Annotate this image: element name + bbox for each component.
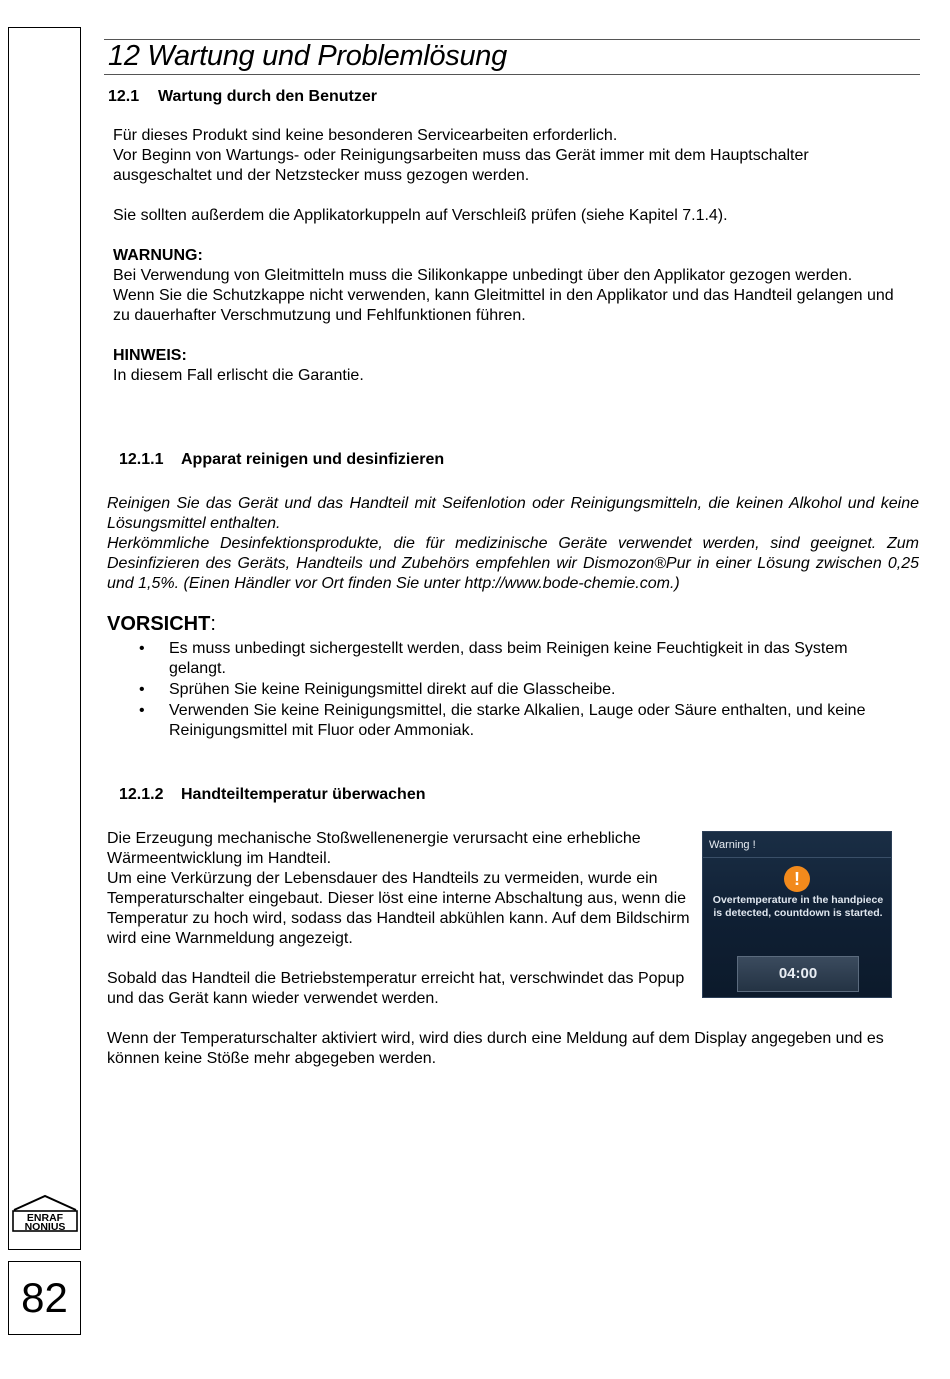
countdown-display: 04:00 [737,956,859,992]
section-heading-12-1 [108,88,377,106]
paragraph: Reinigen Sie das Gerät und das Handteil mit Seifenlotion oder Reinigungsmitteln, die keinen Alkohol und keine Lösungsmittel enthalten. [107,495,919,532]
warning-title: Warning ! [709,839,756,851]
title-rule [104,74,920,75]
paragraph: Sobald das Handteil die Betriebstemperatur erreicht hat, verschwindet das Popup und das Gerät kann wieder verwendet werden. [107,970,685,1007]
temperature-switch-text [107,1029,907,1069]
list-item: • Sprühen Sie keine Reinigungsmittel direkt auf die Glasscheibe. [139,681,616,698]
paragraph: Wenn der Temperaturschalter aktiviert wird, wird dies durch eine Meldung auf dem Display angegeben und es können keine Stöße mehr abgegeben werden. [107,1030,884,1067]
section-number: 12.1 [108,88,140,105]
section-title: Handteiltemperatur überwachen [181,786,426,803]
bullet-icon: • [139,681,145,698]
caution-heading: VORSICHT: [107,613,216,635]
note-label: HINWEIS: [113,347,187,364]
warning-label: WARNUNG: [113,247,203,264]
warning-text: Wenn Sie die Schutzkappe nicht verwenden, kann Gleitmittel in den Applikator und das Handteil gelangen und zu dauerhafter Verschmutzung und Fehlfunktionen führen. [113,287,894,324]
section-12-1-body [113,126,903,386]
paragraph: Sie sollten außerdem die Applikatorkuppeln auf Verschleiß prüfen (siehe Kapitel 7.1.4). [113,207,728,224]
paragraph: Vor Beginn von Wartungs- oder Reinigungsarbeiten muss das Gerät immer mit dem Hauptschalter ausgeschaltet und der Netzstecker muss gezogen werden. [113,147,809,184]
section-number: 12.1.1 [119,451,164,468]
warning-message: Overtemperature in the handpiece is detected, countdown is started. [712,894,884,919]
paragraph: Für dieses Produkt sind keine besonderen Servicearbeiten erforderlich. [113,127,618,144]
paragraph: Herkömmliche Desinfektionsprodukte, die für medizinische Geräte verwendet werden, sind geeignet. Zum Desinfizieren des Geräts, Handteils und Zubehörs empfehlen wir Dismozon®Pur in einer Lösung zwischen 0,25 und 1,5%. (Einen Händler vor Ort finden Sie unter http://www.bode-chemie.com.) [107,535,919,592]
chapter-title: 12 Wartung und Problemlösung [108,40,507,72]
caution-list [107,639,907,742]
enraf-nonius-logo [10,1190,80,1238]
paragraph: Um eine Verkürzung der Lebensdauer des Handteils zu vermeiden, wurde ein Temperaturschalter eingebaut. Dieser löst eine interne Abschaltung aus, wenn die Temperatur zu hoch wird, sodass das Handteil abkühlen kann. Auf dem Bildschirm wird eine Warnmeldung angezeigt. [107,870,690,947]
warning-screenshot [702,831,892,998]
bullet-icon: • [139,640,145,657]
left-margin-frame [8,27,81,1250]
section-heading-12-1-1 [119,451,444,469]
temperature-text [107,829,692,1009]
section-title: Wartung durch den Benutzer [158,88,377,105]
page-number: 82 [8,1261,81,1335]
section-number: 12.1.2 [119,786,164,803]
paragraph: Die Erzeugung mechanische Stoßwellenenergie verursacht eine erhebliche Wärmeentwicklung im Handteil. [107,830,641,867]
section-heading-12-1-2 [119,786,426,804]
logo-line2: NONIUS [24,1221,66,1233]
cleaning-instructions [107,494,919,594]
warning-icon: ! [784,866,810,892]
list-item: • Verwenden Sie keine Reinigungsmittel, die starke Alkalien, Lauge oder Säure enthalten, und keine Reinigungsmittel mit Fluor oder Ammoniak. [139,702,866,739]
section-title: Apparat reinigen und desinfizieren [181,451,445,468]
list-item: • Es muss unbedingt sichergestellt werden, dass beim Reinigen keine Feuchtigkeit in das System gelangt. [139,640,848,677]
logo-line1: ENRAF [26,1212,64,1224]
warning-text: Bei Verwendung von Gleitmitteln muss die Silikonkappe unbedingt über den Applikator gezogen werden. [113,267,853,284]
note-text: In diesem Fall erlischt die Garantie. [113,367,364,384]
bullet-icon: • [139,702,145,719]
